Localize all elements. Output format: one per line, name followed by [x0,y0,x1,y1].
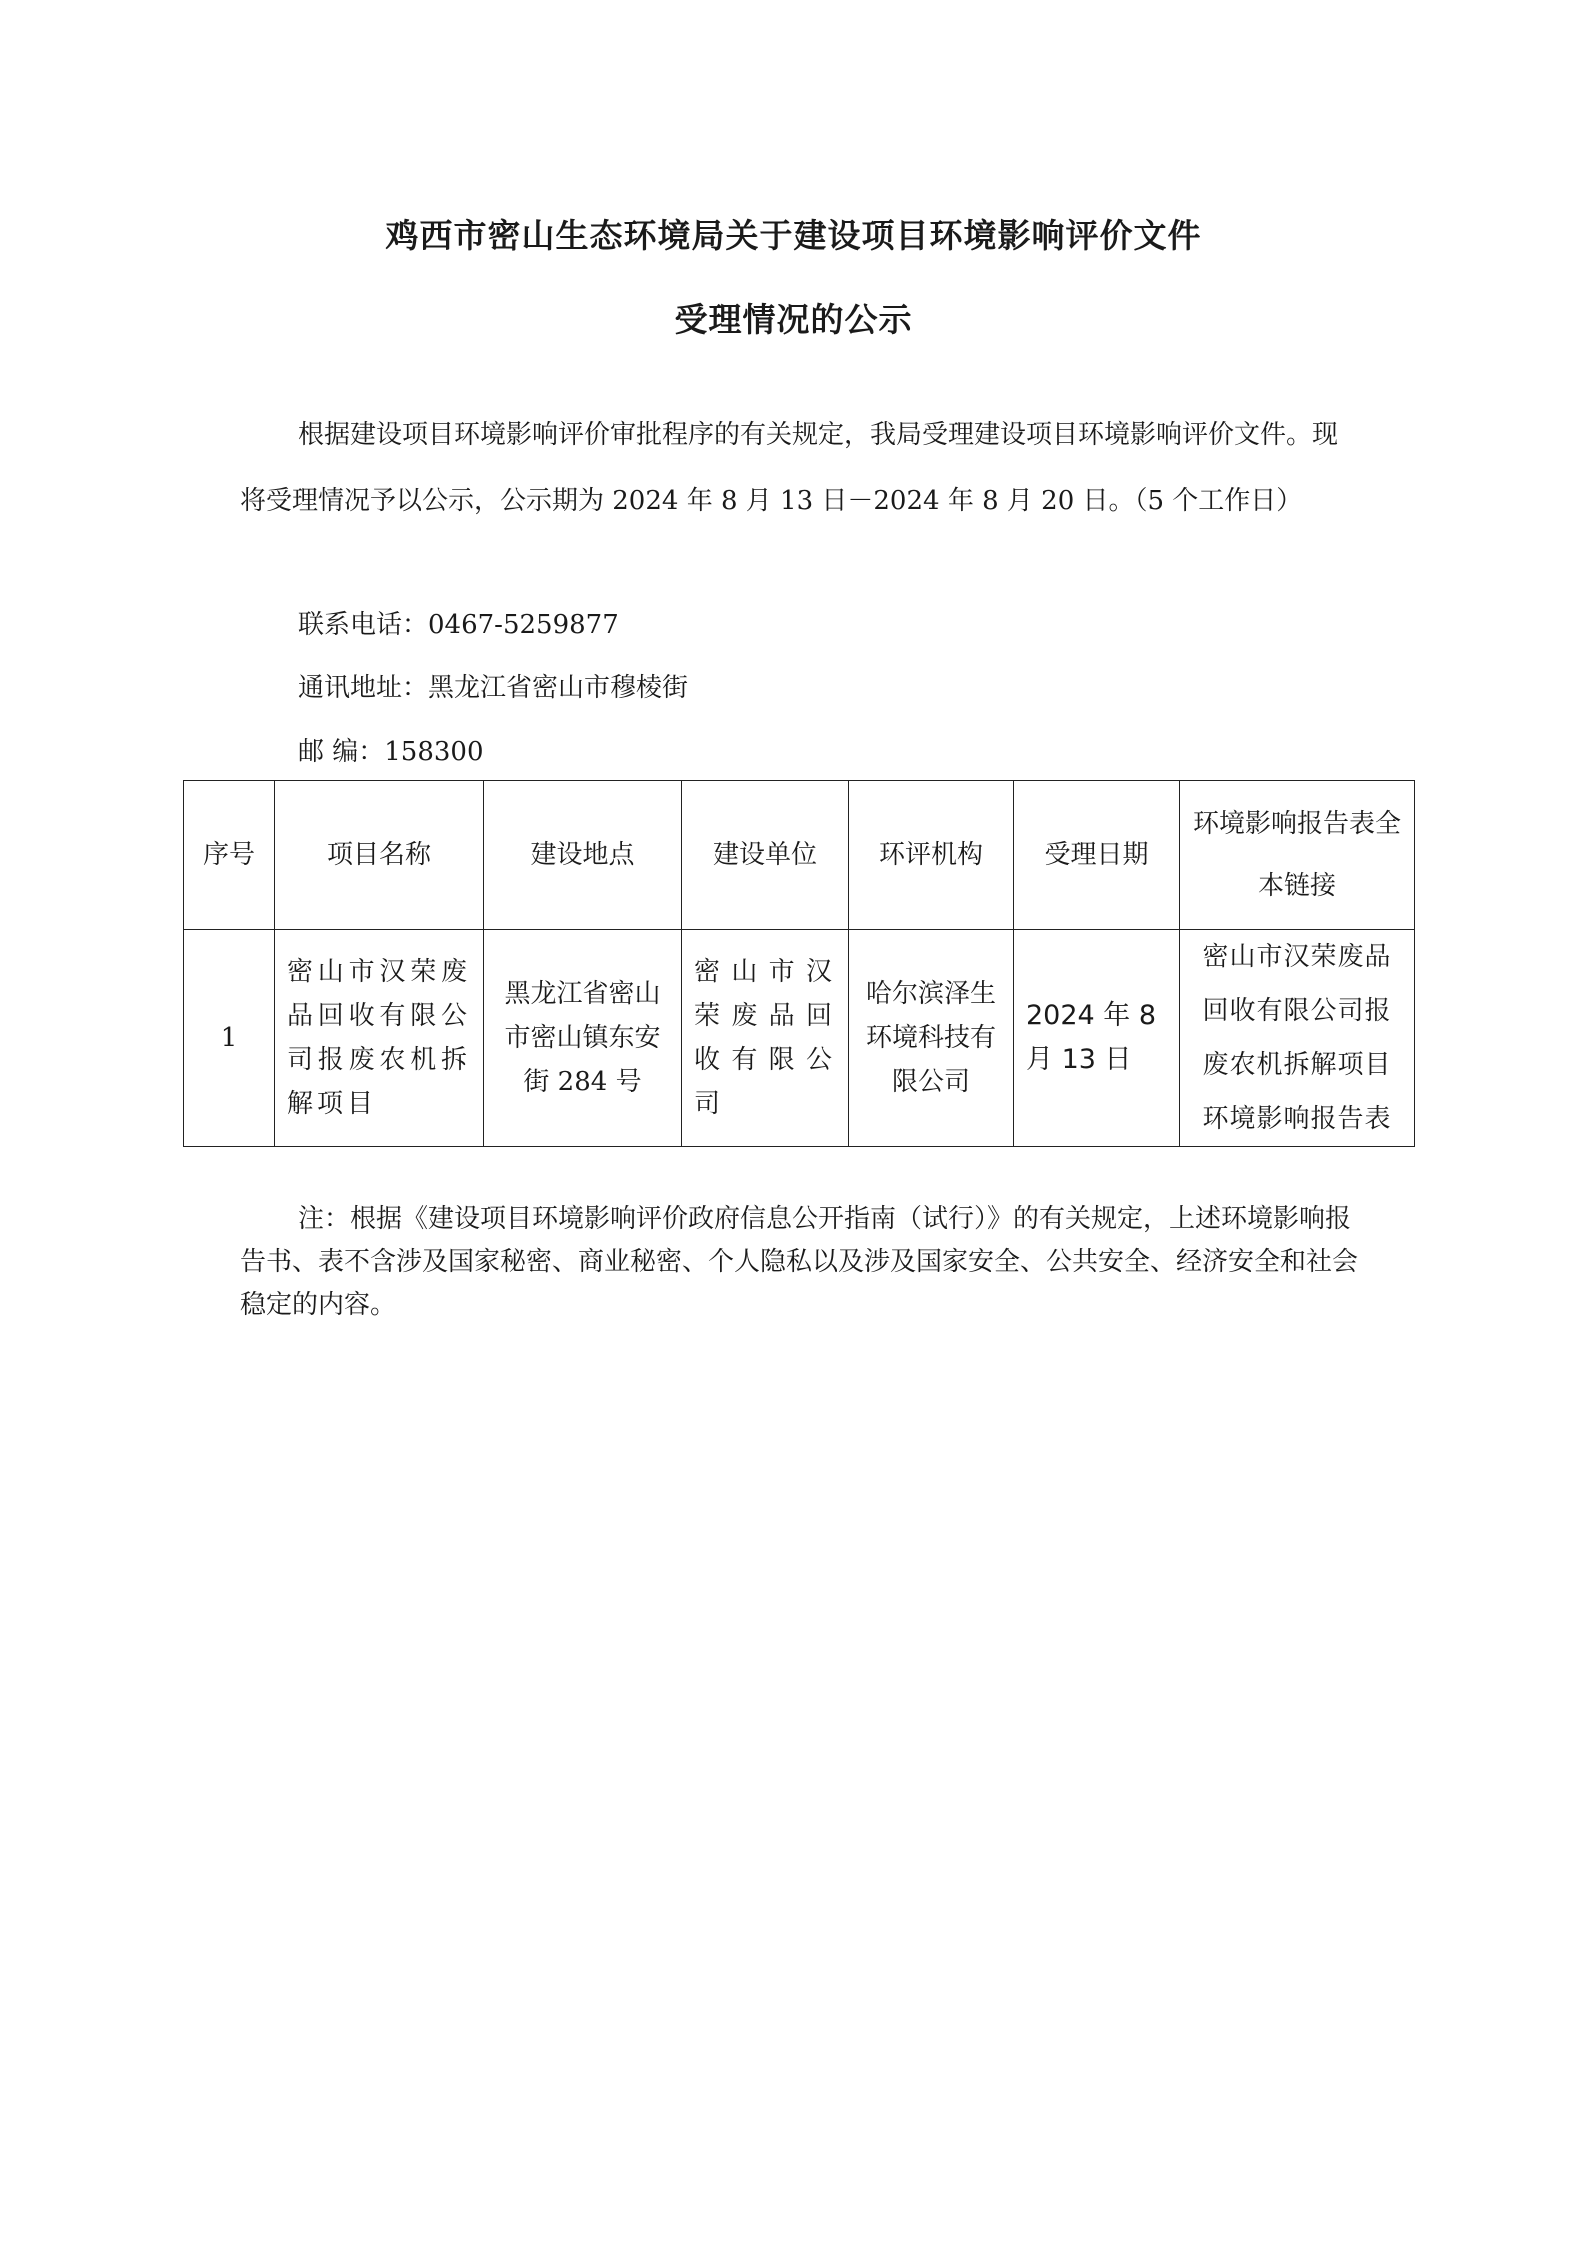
header-project-name: 项目名称 [275,781,484,930]
contact-address: 通讯地址：黑龙江省密山市穆棱街 [298,673,689,703]
contact-phone: 联系电话：0467-5259877 [298,610,619,640]
header-accept-date: 受理日期 [1014,781,1180,930]
document-title-line1: 鸡西市密山生态环境局关于建设项目环境影响评价文件 [385,216,1202,255]
cell-eia-agency: 哈尔滨泽生环境科技有限公司 [849,930,1014,1147]
cell-accept-date: 2024 年 8 月 13 日 [1014,930,1180,1147]
header-builder: 建设单位 [682,781,849,930]
header-location: 建设地点 [484,781,682,930]
cell-location: 黑龙江省密山市密山镇东安街 284 号 [484,930,682,1147]
report-link[interactable]: 密山市汉荣废品回收有限公司报废农机拆解项目环境影响报告表 [1180,930,1415,1147]
postcode: 邮 编：158300 [298,737,484,767]
intro-paragraph: 根据建设项目环境影响评价审批程序的有关规定，我局受理建设项目环境影响评价文件。现将受理情况予以公示，公示期为 2024 年 8 月 13 日－2024 年 8 月 20 日。（5 个工作日） [240,420,1339,516]
header-index: 序号 [184,781,275,930]
cell-builder: 密山市汉荣废品回收有限公司 [682,930,849,1147]
project-table [183,780,1415,1147]
note-paragraph: 注：根据《建设项目环境影响评价政府信息公开指南（试行）》的有关规定，上述环境影响报告书、表不含涉及国家秘密、商业秘密、个人隐私以及涉及国家安全、公共安全、经济安全和社会稳定的内容。 [240,1204,1359,1320]
cell-project-name: 密山市汉荣废品回收有限公司报废农机拆解项目 [275,930,484,1147]
document-title-line2: 受理情况的公示 [674,300,913,339]
table-row [184,930,1415,1147]
table-header-row [184,781,1415,930]
header-report-link: 环境影响报告表全本链接 [1180,781,1415,930]
header-eia-agency: 环评机构 [849,781,1014,930]
cell-index: 1 [184,930,275,1147]
